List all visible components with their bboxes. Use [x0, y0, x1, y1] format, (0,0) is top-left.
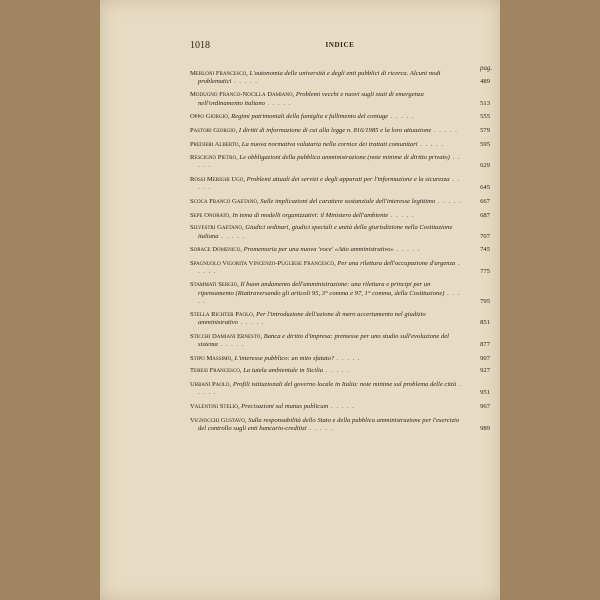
entry-author: Spagnuolo Vigorita Vincenzo-Pugliese Francesco, — [190, 259, 336, 267]
entry-author: Sorace Domenico, — [190, 246, 243, 254]
index-entry — [190, 224, 490, 240]
entry-author: Predieri Alberto, — [190, 140, 241, 148]
entry-title: La nuova normativa valutaria nella cornice dei trattati comunitari — [241, 140, 418, 148]
pag-label: pag. — [480, 64, 493, 72]
page-header — [190, 40, 490, 54]
index-entry — [190, 198, 490, 206]
index-entry — [190, 403, 490, 411]
entry-author: Oppo Giorgio, — [190, 113, 230, 121]
entry-page: 595 — [480, 140, 490, 148]
page-number: 1018 — [190, 40, 210, 51]
index-entry — [190, 176, 490, 192]
entry-page: 513 — [480, 99, 490, 107]
entry-author: Sepe Onorato, — [190, 211, 231, 219]
leader-dots: . . . . . — [198, 380, 462, 397]
entry-title: I diritti di informazione di cui alla legge n. 816/1985 e la loro attuazione — [238, 127, 432, 134]
leader-dots: . . . . . — [388, 211, 415, 219]
entry-page: 927 — [480, 367, 490, 375]
header-title: INDICE — [325, 41, 355, 49]
entry-page: 951 — [480, 389, 490, 397]
entry-page: 877 — [480, 340, 490, 348]
entry-author: Stammati Sergio, — [190, 281, 239, 289]
entry-title: La tutela ambientale in Sicilia — [243, 367, 324, 375]
leader-dots: . . . . . — [198, 154, 461, 170]
entry-title: In tema di modelli organizzativi: il Ministero dell'ambiente — [232, 211, 389, 219]
index-entry — [190, 154, 490, 170]
entry-author: Rossi Merighi Ugo, — [190, 175, 245, 183]
entry-page: 579 — [480, 127, 490, 134]
entry-author: Vignocchi Gustavo, — [190, 416, 247, 424]
entry-author: Urbani Paolo, — [190, 380, 232, 388]
entry-title: Per l'introduzione dell'azione di mero accertamento nel giudizio amministrativo — [198, 310, 426, 326]
index-entry — [190, 127, 490, 135]
entry-title: L'interesse pubblico: un mito sfatato? — [234, 354, 335, 362]
entry-title: Sulla responsabilità dello Stato e della pubblica amministrazione per l'esercizio del controllo sugli enti bancario-creditizi — [198, 416, 460, 432]
leader-dots: . . . . . — [435, 197, 462, 205]
entry-page: 667 — [480, 197, 490, 205]
entry-title: Banca e diritto d'impresa: premesse per uno studio sull'evoluzione del sistema — [198, 332, 449, 348]
entry-title: L'autonomia delle università e degli enti pubblici di ricerca. Alcuni nodi problematici — [198, 70, 441, 86]
leader-dots: . . . . . — [218, 232, 245, 240]
index-entry — [190, 381, 490, 397]
entry-title: Problemi vecchi e nuovi sugli stati di emergenza nell'ordinamento italiano — [198, 91, 424, 107]
entry-page: 645 — [480, 183, 490, 191]
leader-dots: . . . . . — [306, 424, 334, 432]
entry-author: Merloni Francesco, — [190, 70, 248, 77]
entry-page: 745 — [480, 246, 490, 254]
leader-dots: . . . . . — [231, 78, 258, 86]
index-entry — [190, 355, 490, 363]
leader-dots: . . . . . — [431, 127, 458, 134]
index-entry — [190, 281, 490, 306]
index-entry — [190, 91, 490, 107]
leader-dots: . . . . . — [198, 289, 461, 305]
entry-title: Per una rilettura dell'occupazione d'urgenza — [337, 259, 456, 267]
entry-page: 851 — [480, 318, 490, 326]
entry-page: 967 — [480, 402, 490, 410]
entry-title: Problemi attuali dei servizi e degli apparati per l'informazione e la sicurezza — [246, 175, 450, 183]
leader-dots: . . . . . — [198, 259, 461, 275]
entry-page: 989 — [480, 424, 490, 432]
entry-author: Stella Richter Paolo, — [190, 310, 255, 318]
entry-author: Teresi Francesco, — [190, 367, 242, 375]
leader-dots: . . . . . — [334, 354, 361, 362]
index-entry — [190, 333, 490, 349]
entry-title: Sulle implicazioni del carattere sostanziale dell'interesse legittimo — [260, 197, 436, 205]
entry-page: 795 — [480, 297, 490, 305]
entry-author: Valentini Stelio, — [190, 402, 240, 410]
entry-page: 907 — [480, 354, 490, 362]
leader-dots: . . . . . — [417, 140, 445, 148]
entry-title: Profili istituzionali del governo locale in Italia: note minime sul problema delle città — [232, 380, 457, 388]
entry-page: 707 — [480, 232, 490, 240]
entry-title: Le obbligazioni della pubblica amministrazione (note minime di diritto privato) — [239, 154, 450, 162]
leader-dots: . . . . . — [328, 402, 355, 410]
index-entry — [190, 367, 490, 375]
entry-page: 687 — [480, 211, 490, 219]
index-entry — [190, 70, 490, 86]
entry-author: Modugno Franco-Nocilla Damiano, — [190, 91, 295, 99]
index-entry — [190, 113, 490, 121]
index-entry — [190, 246, 490, 254]
entry-page: 489 — [480, 78, 490, 86]
entry-title: Regimi patrimoniali della famiglia e fallimento del coniuge — [231, 113, 389, 121]
entry-title: Giudici ordinari, giudici speciali e unità della giurisdizione nella Costituzione italiana — [198, 224, 453, 240]
book-page — [100, 0, 500, 600]
leader-dots: . . . . . — [323, 367, 350, 375]
leader-dots: . . . . . — [264, 99, 292, 107]
entry-page: 775 — [480, 267, 490, 275]
entry-title: Promemoria per una nuova 'voce' «Atto amministrativo» — [243, 246, 394, 254]
index-entry — [190, 417, 490, 433]
entry-author: Stipo Massimo, — [190, 354, 233, 362]
entry-title: Precisazioni sul munus publicum — [241, 402, 329, 410]
index-entry — [190, 141, 490, 149]
entry-author: Pastori Giorgio, — [190, 127, 238, 134]
entry-author: Sticchi Damiani Ernesto, — [190, 332, 263, 340]
entry-page: 555 — [480, 113, 490, 121]
index-entry — [190, 311, 490, 327]
index-entry — [190, 260, 490, 276]
index-entries — [190, 70, 490, 433]
index-entry — [190, 212, 490, 220]
entry-page: 629 — [480, 162, 490, 170]
leader-dots: . . . . . — [393, 246, 421, 254]
leader-dots: . . . . . — [388, 113, 415, 121]
leader-dots: . . . . . — [237, 318, 265, 326]
leader-dots: . . . . . — [217, 340, 245, 348]
entry-title: Il buon andamento dell'amministrazione: una rilettura e principi per un ripensamento (Riattraversando gli articoli 95, 3° comma e 97, 1° comma, della Costituzione) — [198, 281, 445, 297]
entry-author: Scoca Franco Gaetano, — [190, 197, 259, 205]
entry-author: Silvestri Gaetano, — [190, 224, 244, 232]
entry-author: Rescigno Pietro, — [190, 154, 238, 162]
leader-dots: . . . . . — [198, 175, 461, 191]
